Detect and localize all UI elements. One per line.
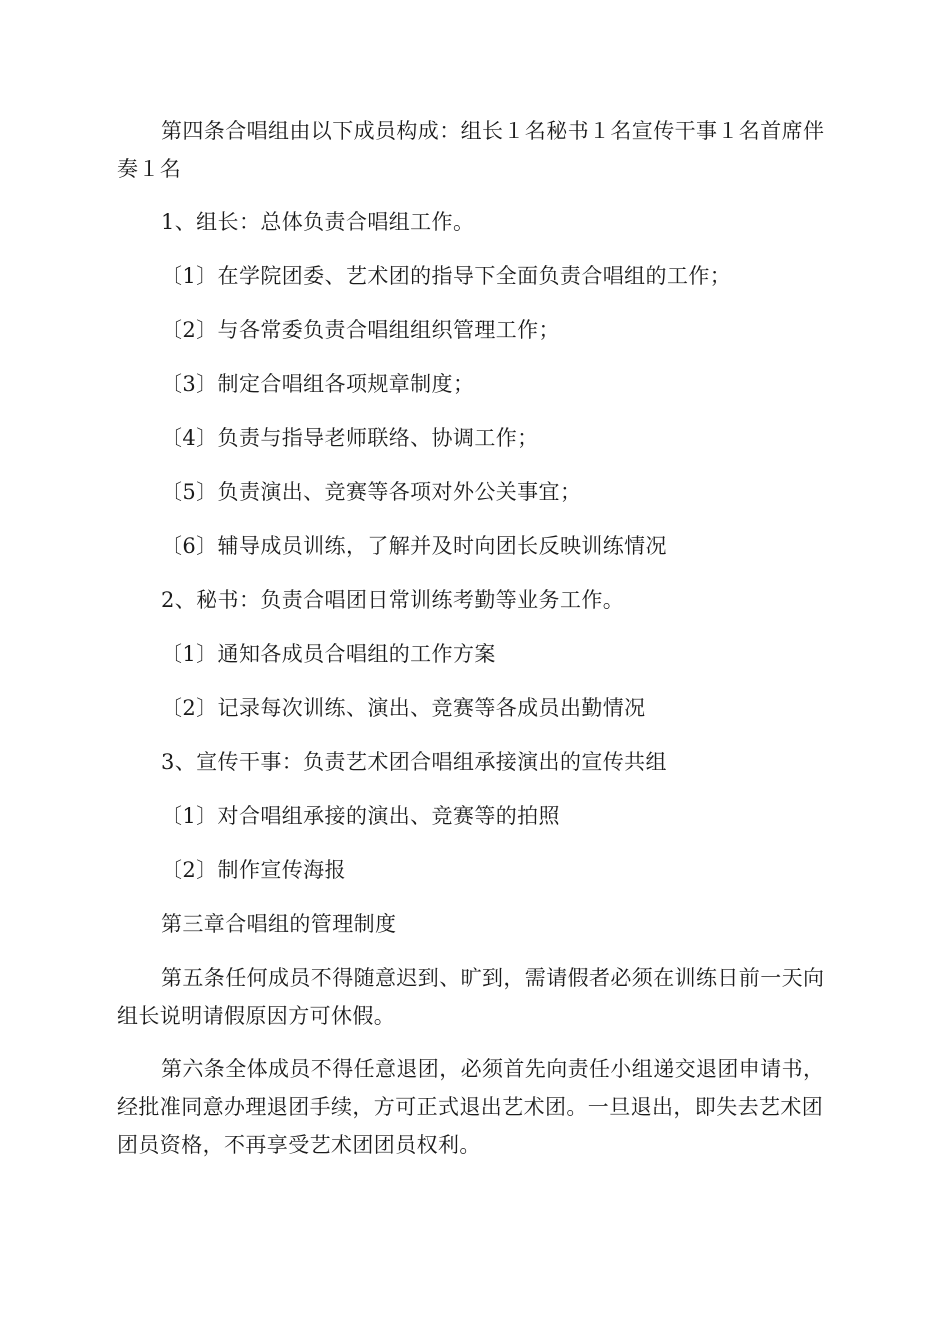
- chapter-3-heading: 第三章合唱组的管理制度: [161, 912, 397, 936]
- leader-duty-heading: 1、组长：总体负责合唱组工作。: [161, 210, 475, 234]
- leader-duty-item-3: 〔3〕制定合唱组各项规章制度；: [161, 372, 475, 396]
- publicity-duty-item-1: 〔1〕对合唱组承接的演出、竞赛等的拍照: [161, 804, 560, 828]
- publicity-duty-heading: 3、宣传干事：负责艺术团合唱组承接演出的宣传共组: [161, 750, 667, 774]
- leader-duty-item-4: 〔4〕负责与指导老师联络、协调工作；: [161, 426, 539, 450]
- leader-duty-item-6: 〔6〕辅导成员训练，了解并及时向团长反映训练情况: [161, 534, 667, 558]
- secretary-duty-item-1: 〔1〕通知各成员合唱组的工作方案: [161, 642, 496, 666]
- leader-duty-item-1: 〔1〕在学院团委、艺术团的指导下全面负责合唱组的工作；: [161, 264, 732, 288]
- secretary-duty-heading: 2、秘书：负责合唱团日常训练考勤等业务工作。: [161, 588, 625, 612]
- leader-duty-item-5: 〔5〕负责演出、竞赛等各项对外公关事宜；: [161, 480, 582, 504]
- secretary-duty-item-2: 〔2〕记录每次训练、演出、竞赛等各成员出勤情况: [161, 696, 646, 720]
- article-4-paragraph: 第四条合唱组由以下成员构成：组长１名秘书１名宣传干事１名首席伴奏１名: [117, 119, 825, 181]
- article-6-paragraph: 第六条全体成员不得任意退团，必须首先向责任小组递交退团申请书，经批准同意办理退团手续，方可正式退出艺术团。一旦退出，即失去艺术团团员资格，不再享受艺术团团员权利。: [117, 1057, 825, 1157]
- publicity-duty-item-2: 〔2〕制作宣传海报: [161, 858, 346, 882]
- leader-duty-item-2: 〔2〕与各常委负责合唱组组织管理工作；: [161, 318, 560, 342]
- article-5-paragraph: 第五条任何成员不得随意迟到、旷到，需请假者必须在训练日前一天向组长说明请假原因方可休假。: [117, 966, 825, 1028]
